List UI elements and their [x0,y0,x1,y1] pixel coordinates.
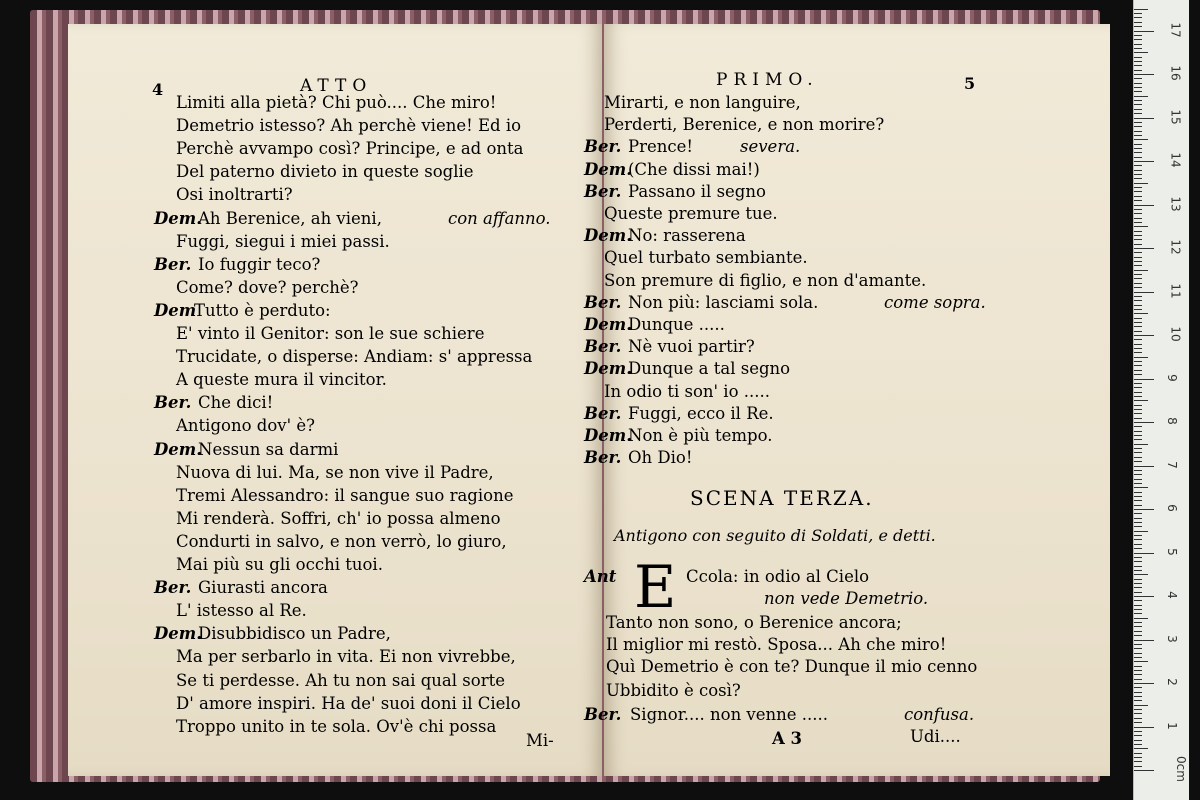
ruler-tick [1134,170,1142,171]
ruler-tick [1134,500,1142,501]
verse-line: Condurti in salvo, e non verrò, lo giuro, [176,531,507,551]
speaker-label: Ber. [154,393,192,413]
ruler-tick [1134,9,1148,10]
verse-line: Dunque ..... [628,315,725,334]
ruler-tick [1134,692,1142,693]
ruler-tick [1134,26,1142,27]
verse-line: Giurasti ancora [198,578,328,598]
ruler-tick [1134,609,1142,610]
verse-line: Tutto è perduto: [194,300,331,320]
ruler-tick [1134,331,1142,332]
ruler-tick [1134,557,1142,558]
ruler-tick [1134,61,1142,62]
ruler-tick [1134,161,1154,162]
ruler-tick [1134,418,1142,419]
speaker-label: Dem. [584,226,633,246]
ruler-tick [1134,600,1142,601]
verse-line: Non più: lasciami sola. [628,292,819,312]
verse-line: Ma per serbarlo in vita. Ei non vivrebbe, [176,647,516,667]
ruler-tick [1134,348,1142,349]
ruler-tick [1134,365,1142,366]
speaker-label: Dem. [154,624,203,644]
ruler-tick [1134,522,1142,523]
verse-line: Del paterno divieto in queste soglie [176,162,474,182]
ruler-tick [1134,209,1142,210]
verse-line: L' istesso al Re. [176,601,307,621]
ruler-tick [1134,100,1142,101]
verse-line: Prence! [628,137,694,157]
ruler-tick [1134,474,1142,475]
ruler-tick [1134,191,1142,192]
ruler-tick [1134,566,1142,567]
ruler-tick [1134,231,1142,232]
verse-line: Quel turbato sembiante. [604,248,808,268]
speaker-label: Dem. [584,159,633,179]
verse-line: Il miglior mi restò. Sposa... Ah che miro! [606,635,947,654]
verse-line: A queste mura il vincitor. [176,370,387,390]
ruler-tick [1134,444,1148,445]
speaker-label: Ber. [584,403,622,423]
ruler-tick [1134,679,1142,680]
ruler-tick [1134,218,1142,219]
ruler-tick [1134,131,1142,132]
ruler-tick [1134,400,1148,401]
speaker-label: Dem. [584,359,633,379]
ruler-tick [1134,13,1142,14]
ruler-tick [1134,657,1142,658]
verse-line: Trucidate, o disperse: Andiam: s' appressa [176,347,533,367]
ruler-tick [1134,640,1154,641]
ruler-tick [1134,48,1142,49]
ruler-tick [1134,252,1142,253]
ruler-tick [1134,396,1142,397]
verse-line: Non è più tempo. [628,426,773,445]
verse-line: Perderti, Berenice, e non morire? [604,115,885,135]
ruler-tick [1134,78,1142,79]
ruler-tick [1134,244,1142,245]
ruler-tick [1134,466,1154,467]
ruler-tick [1134,352,1142,353]
ruler-label: 1 [1164,721,1179,730]
ruler-tick [1134,753,1142,754]
ruler-tick [1134,65,1142,66]
ruler-label: 4 [1164,591,1179,599]
ruler-tick [1134,452,1142,453]
catchword: Mi- [526,731,554,750]
ruler-tick [1134,483,1142,484]
speaker-label: Ber. [584,448,622,468]
ruler-tick [1134,653,1142,654]
page-number: 4 [152,80,164,99]
ruler-tick [1134,57,1142,58]
verse-line: Troppo unito in te sola. Ov'è chi possa [176,716,497,736]
stage-direction: severa. [740,137,801,157]
ruler-tick [1134,313,1148,314]
ruler-tick [1134,139,1148,140]
verse-line: Perchè avvampo così? Principe, e ad onta [176,139,524,159]
stage-direction: con affanno. [448,208,551,228]
ruler-tick [1134,761,1142,762]
scene-title: SCENA TERZA. [690,486,874,510]
verse-line: Ah Berenice, ah vieni, [198,208,382,228]
verse-line: Osi inoltrarti? [176,185,293,205]
speaker-label: Ber. [584,181,622,201]
ruler-tick [1134,461,1142,462]
ruler-tick [1134,165,1142,166]
ruler-tick [1134,322,1142,323]
verse-line: Nè vuoi partir? [628,337,755,357]
ruler-tick [1134,300,1142,301]
ruler-tick [1134,31,1154,32]
ruler-tick [1134,178,1142,179]
ruler-tick [1134,718,1142,719]
ruler-tick [1134,187,1142,188]
ruler-tick [1134,335,1154,336]
ruler-label: 2 [1164,678,1179,686]
ruler-tick [1134,426,1142,427]
verse-line: Se ti perdesse. Ah tu non sai qual sorte [176,670,505,690]
ruler-tick [1134,413,1142,414]
signature-mark: A 3 [772,729,803,748]
ruler-label: 16 [1168,65,1183,81]
ruler-tick [1134,409,1142,410]
stage-direction: non vede Demetrio. [764,589,929,608]
speaker-label: Ber. [584,292,622,312]
ruler-tick [1134,487,1148,488]
ruler-tick [1134,344,1142,345]
verse-line: No: rasserena [628,226,746,246]
speaker-label: Dem. [584,315,633,334]
verse-line: Antigono dov' è? [176,416,315,436]
ruler-tick [1134,35,1142,36]
ruler-tick [1134,113,1142,114]
ruler-tick [1134,648,1142,649]
ruler-tick [1134,157,1142,158]
verse-line: Demetrio istesso? Ah perchè viene! Ed io [176,116,522,136]
ruler-tick [1134,265,1142,266]
ruler-tick [1134,531,1148,532]
ruler-tick [1134,239,1142,240]
ruler-tick [1134,357,1148,358]
speaker-label: Dem. [154,439,203,459]
ruler-tick [1134,122,1142,123]
ruler-tick [1134,296,1142,297]
ruler-tick [1134,435,1142,436]
ruler-tick [1134,213,1142,214]
ruler-label: 10 [1168,326,1183,342]
ruler-tick [1134,392,1142,393]
ruler-tick [1134,709,1142,710]
ruler-tick [1134,222,1142,223]
ruler-tick [1134,126,1142,127]
ruler-tick [1134,118,1154,119]
ruler-tick [1134,261,1142,262]
ruler-tick [1134,687,1142,688]
ruler-tick [1134,740,1142,741]
ruler-tick [1134,757,1142,758]
speaker-label: Ber. [584,337,622,357]
ruler-tick [1134,274,1142,275]
ruler-label: 6 [1164,504,1179,512]
verse-line: Limiti alla pietà? Chi può.... Che miro! [176,93,497,112]
ruler-tick [1134,448,1142,449]
ruler-tick [1134,287,1142,288]
verse-line: Tremi Alessandro: il sangue suo ragione [176,485,514,505]
ruler-tick [1134,457,1142,458]
running-header: ATTO [300,76,373,96]
ruler-tick [1134,431,1142,432]
ruler-tick [1134,539,1142,540]
ruler-tick [1134,174,1142,175]
speaker-label: Ber. [154,254,192,274]
ruler-tick [1134,592,1142,593]
ruler-tick [1134,370,1142,371]
stage-direction: confusa. [904,705,975,724]
ruler-tick [1134,626,1142,627]
ruler-tick [1134,544,1142,545]
verse-line: Ccola: in odio al Cielo [686,567,870,586]
ruler-tick [1134,83,1142,84]
ruler-tick [1134,683,1154,684]
ruler-tick [1134,618,1148,619]
ruler-tick [1134,87,1142,88]
ruler-tick [1134,727,1154,728]
ruler-tick [1134,731,1142,732]
ruler-tick [1134,422,1154,423]
ruler-tick [1134,91,1142,92]
ruler-tick [1134,96,1148,97]
verse-line: D' amore inspiri. Ha de' suoi doni il Cielo [176,693,521,713]
verse-line: In odio ti son' io ..... [604,381,770,401]
ruler-tick [1134,387,1142,388]
catchword: Udi.... [910,727,961,746]
ruler-label: 5 [1164,547,1179,556]
ruler-tick [1134,561,1142,562]
ruler-tick [1134,152,1142,153]
ruler-tick [1134,696,1142,697]
ruler-tick [1134,374,1142,375]
ruler-tick [1134,574,1148,575]
ruler-tick [1134,661,1148,662]
ruler-tick [1134,596,1154,597]
ruler-tick [1134,52,1148,53]
ruler-tick [1134,196,1142,197]
ruler-label: 15 [1168,108,1183,125]
ruler-tick [1134,235,1142,236]
ruler-label: 14 [1168,152,1183,168]
verse-line: E' vinto il Genitor: son le sue schiere [176,324,485,343]
scene-cast: Antigono con seguito di Soldati, e detti. [614,526,936,545]
measurement-ruler [1133,0,1189,800]
ruler-tick [1134,587,1142,588]
ruler-tick [1134,305,1142,306]
ruler-label: 8 [1164,417,1179,425]
ruler-label: 7 [1164,460,1179,469]
speaker-label: Ant [584,567,617,586]
ruler-tick [1134,309,1142,310]
ruler-tick [1134,748,1148,749]
ruler-tick [1134,505,1142,506]
verse-line: Ubbidito è così? [606,681,741,700]
ruler-tick [1134,257,1142,258]
ruler-tick [1134,405,1142,406]
ruler-label: 12 [1168,239,1183,255]
ruler-tick [1134,705,1148,706]
ruler-label: 17 [1168,21,1183,38]
speaker-label: Dem. [584,426,633,445]
ruler-tick [1134,361,1142,362]
ruler-tick [1134,735,1142,736]
ruler-tick [1134,383,1142,384]
verse-line: Come? dove? perchè? [176,277,359,297]
verse-line: Io fuggir teco? [198,254,321,274]
verse-line: Dunque a tal segno [628,359,791,379]
ruler-tick [1134,278,1142,279]
ruler-tick [1134,666,1142,667]
ruler-label: 0cm [1173,756,1188,782]
ruler-tick [1134,39,1142,40]
ruler-tick [1134,722,1142,723]
ruler-tick [1134,379,1154,380]
ruler-tick [1134,205,1154,206]
ruler-tick [1134,17,1142,18]
ruler-tick [1134,226,1148,227]
ruler-tick [1134,605,1142,606]
verse-line: Son premure di figlio, e non d'amante. [604,270,927,290]
verse-line: Disubbidisco un Padre, [198,624,391,644]
ruler-tick [1134,318,1142,319]
speaker-label: Ber. [154,578,192,598]
ruler-tick [1134,631,1142,632]
ruler-tick [1134,613,1142,614]
verse-line: (Che dissi mai!) [628,159,760,179]
ruler-tick [1134,283,1142,284]
ruler-tick [1134,509,1154,510]
ruler-tick [1134,74,1154,75]
verse-line: Mai più su gli occhi tuoi. [176,555,383,574]
verse-line: Passano il segno [628,181,766,201]
ruler-tick [1134,70,1142,71]
ruler-tick [1134,700,1142,701]
page-number: 5 [964,74,976,93]
ruler-tick [1134,135,1142,136]
ruler-tick [1134,326,1142,327]
speaker-label: Dem [154,300,197,320]
speaker-label: Ber. [584,705,622,724]
ruler-tick [1134,439,1142,440]
ruler-label: 3 [1164,634,1179,643]
verse-line: Mi renderà. Soffri, ch' io possa almeno [176,508,501,528]
ruler-tick [1134,635,1142,636]
ruler-label: 9 [1164,373,1179,382]
ruler-tick [1134,670,1142,671]
ruler-tick [1134,496,1142,497]
ruler-tick [1134,339,1142,340]
verse-line: Nuova di lui. Ma, se non vive il Padre, [176,462,494,482]
verse-line: Nessun sa darmi [198,439,339,459]
verse-line: Mirarti, e non languire, [604,93,801,112]
ruler-tick [1134,479,1142,480]
running-header: PRIMO. [716,70,819,90]
ruler-tick [1134,183,1148,184]
verse-line: Fuggi, ecco il Re. [628,403,774,423]
verse-line: Signor.... non venne ..... [630,705,829,724]
ruler-tick [1134,44,1142,45]
speaker-label: Dem. [154,208,203,228]
verse-line: Che dici! [198,393,274,413]
drop-cap: E [634,553,677,621]
ruler-tick [1134,548,1142,549]
ruler-tick [1134,200,1142,201]
ruler-tick [1134,674,1142,675]
ruler-tick [1134,270,1148,271]
ruler-tick [1134,579,1142,580]
ruler-tick [1134,744,1142,745]
verse-line: Tanto non sono, o Berenice ancora; [606,613,902,632]
ruler-tick [1134,583,1142,584]
verse-line: Oh Dio! [628,448,693,468]
verse-line: Quì Demetrio è con te? Dunque il mio cenno [606,657,978,676]
ruler-label: 13 [1168,195,1183,212]
ruler-tick [1134,713,1142,714]
ruler-tick [1134,22,1142,23]
ruler-tick [1134,518,1142,519]
ruler-tick [1134,770,1154,771]
ruler-tick [1134,570,1142,571]
ruler-tick [1134,535,1142,536]
ruler-tick [1134,104,1142,105]
verse-line: Fuggi, siegui i miei passi. [176,231,390,251]
ruler-tick [1134,248,1154,249]
ruler-tick [1134,492,1142,493]
verse-line: Queste premure tue. [604,204,778,223]
ruler-tick [1134,644,1142,645]
ruler-tick [1134,553,1154,554]
ruler-label: 11 [1168,282,1183,299]
ruler-tick [1134,513,1142,514]
stage-direction: come sopra. [884,292,986,312]
speaker-label: Ber. [584,137,622,157]
ruler-tick [1134,622,1142,623]
ruler-tick [1134,526,1142,527]
ruler-tick [1134,109,1142,110]
ruler-tick [1134,148,1142,149]
ruler-tick [1134,144,1142,145]
ruler-tick [1134,470,1142,471]
ruler-tick [1134,292,1154,293]
ruler-tick [1134,766,1142,767]
